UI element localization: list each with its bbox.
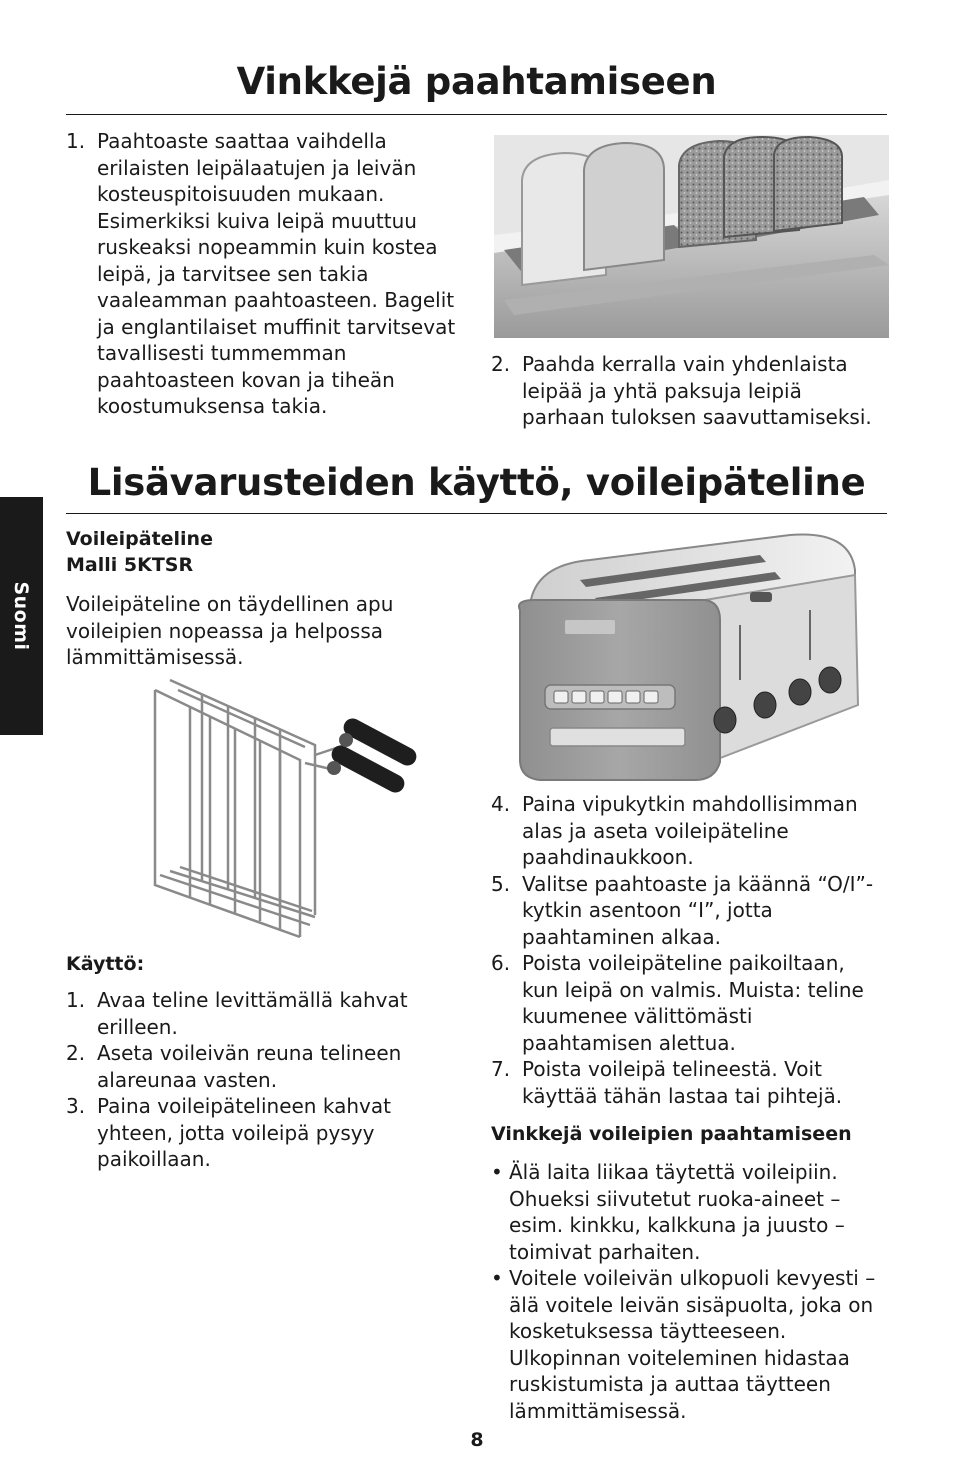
list-text: Paahtoaste saattaa vaihdella erilaisten leipälaatujen ja leivän kosteuspitoisuuden mukaan. Esimerkiksi kuiva leipä muuttuu ruskeaksi nopeammin kuin kostea leipä, ja tarvitsee sen takia vaaleamman paahtoasteen. Bagelit ja englantilaiset muffinit tarvitsevat tavallisesti tummemman paahtoasteen kovan ja tiheän koostumuksensa takia.	[97, 129, 456, 418]
list-text: Poista voileipä telineestä. Voit käyttää tähän lastaa tai pihtejä.	[522, 1057, 843, 1108]
list-text: Voitele voileivän ulkopuoli kevyesti – älä voitele leivän sisäpuolta, joka on kosketuksessa täytteeseen. Ulkopinnan voiteleminen hidastaa ruskistumista ja auttaa täytteen lämmittämisessä.	[509, 1266, 876, 1423]
toaster-bread-image	[494, 135, 889, 338]
list-bullet: •	[491, 1266, 503, 1290]
list-number: 5.	[491, 871, 511, 896]
list-number: 1.	[66, 129, 86, 153]
list-item	[66, 1040, 446, 1093]
list-item	[491, 351, 881, 431]
list-text: Valitse paahtoaste ja käännä “O/I”-kytkin asentoon “I”, jotta paahtaminen alkaa.	[522, 871, 874, 949]
list-text: Avaa teline levittämällä kahvat erilleen.	[97, 988, 408, 1039]
usage-list-continued	[491, 791, 876, 1109]
list-item	[491, 791, 876, 871]
list-text: Älä laita liikaa täytettä voileipiin. Ohueksi siivutetut ruoka-aineet – esim. kinkku, kalkkuna ja juusto – toimivat parhaiten.	[509, 1160, 845, 1264]
section-title-toasting-tips: Vinkkejä paahtamiseen	[236, 60, 717, 103]
list-text: Paina voileipätelineen kahvat yhteen, jotta voileipä pysyy paikoillaan.	[97, 1094, 391, 1171]
list-item	[491, 1056, 876, 1109]
sandwich-tips-heading: Vinkkejä voileipien paahtamiseen	[491, 1123, 852, 1145]
sandwich-rack-image	[150, 675, 425, 940]
list-item	[66, 128, 466, 420]
list-number: 1.	[66, 988, 86, 1012]
list-text: Poista voileipäteline paikoiltaan, kun leipä on valmis. Muista: teline kuumenee välittömästi paahtamisen alettua.	[522, 951, 864, 1055]
rack-intro	[66, 591, 436, 671]
list-bullet: •	[491, 1160, 503, 1184]
sandwich-tips-list	[491, 1159, 876, 1424]
toaster-image	[510, 530, 865, 785]
section-divider	[66, 513, 887, 514]
list-item	[491, 1159, 876, 1265]
list-number: 7.	[491, 1057, 511, 1081]
language-tab-label: Suomi	[10, 581, 32, 651]
usage-list	[66, 987, 446, 1173]
list-number: 6.	[491, 951, 511, 975]
list-text: Paahda kerralla vain yhdenlaista leipää ja yhtä paksuja leipiä parhaan tuloksen saavuttamiseksi.	[522, 352, 872, 429]
toasting-tips-list-left	[66, 128, 466, 420]
list-number: 2.	[66, 1041, 86, 1065]
list-text: Aseta voileivän reuna telineen alareunaa vasten.	[97, 1041, 402, 1092]
list-item	[491, 950, 876, 1056]
rack-intro-text: Voileipäteline on täydellinen apu voileipien nopeassa ja helpossa lämmittämisessä.	[66, 592, 394, 669]
section-divider	[66, 114, 887, 115]
list-number: 2.	[491, 352, 511, 376]
language-tab	[0, 497, 43, 735]
model-heading-line: Malli 5KTSR	[66, 554, 194, 576]
toasting-tips-list-right	[491, 351, 881, 431]
list-text: Paina vipukytkin mahdollisimman alas ja aseta voileipäteline paahdinaukkoon.	[522, 792, 858, 869]
list-item	[66, 1093, 446, 1173]
list-number: 4.	[491, 792, 511, 816]
list-item	[66, 987, 446, 1040]
model-heading	[66, 526, 446, 578]
list-item	[491, 1265, 876, 1424]
page-number: 8	[470, 1429, 484, 1451]
list-number: 3.	[66, 1094, 86, 1118]
section-title-sandwich-rack: Lisävarusteiden käyttö, voileipäteline	[87, 461, 866, 504]
list-item	[491, 871, 876, 951]
model-heading-line: Voileipäteline	[66, 528, 213, 550]
usage-heading: Käyttö:	[66, 953, 145, 975]
